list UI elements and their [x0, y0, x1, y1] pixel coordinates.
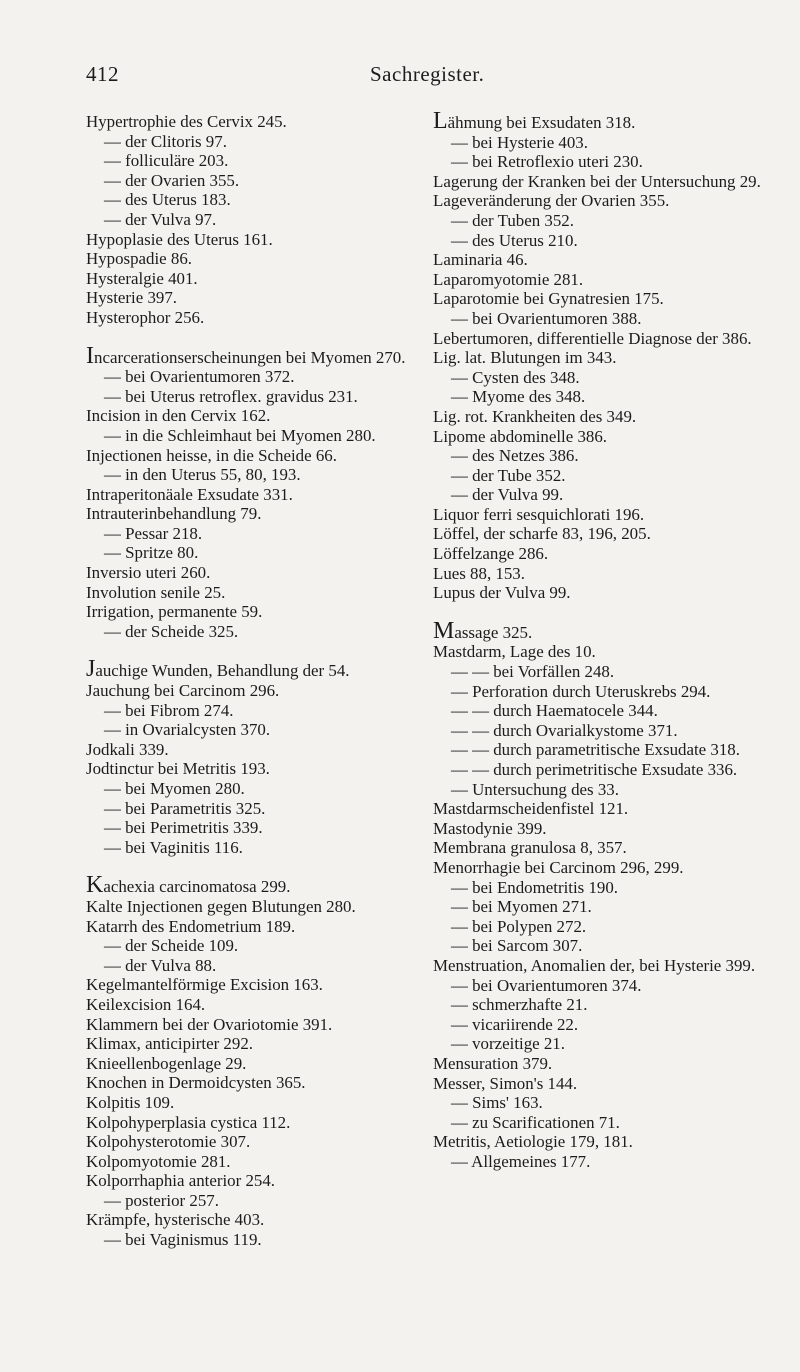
index-subentry: — — durch perimetritische Exsudate 336. — [451, 760, 738, 779]
index-entry: Hypertrophie des Cervix 245. — [86, 112, 287, 131]
index-entry: Incarcerationserscheinungen bei Myomen 270. — [86, 342, 406, 369]
index-entry: Lagerung der Kranken bei der Untersuchung 29. — [433, 171, 761, 191]
index-subentry: — schmerzhafte 21. — [451, 995, 588, 1015]
index-subentry: — der Tube 352. — [451, 465, 566, 485]
index-subentry: — des Netzes 386. — [451, 446, 579, 466]
index-entry: Jauchung bei Carcinom 296. — [86, 681, 280, 701]
index-entry: Hysteralgie 401. — [86, 268, 198, 288]
index-subentry: — bei Sarcom 307. — [451, 936, 583, 956]
index-entry: Löffelzange 286. — [433, 544, 549, 564]
index-subentry: — in Ovarialcysten 370. — [104, 720, 271, 740]
index-entry: Kolpohysterotomie 307. — [86, 1132, 251, 1152]
index-entry: Klimax, anticipirter 292. — [86, 1034, 253, 1054]
index-subentry: — in die Schleimhaut bei Myomen 280. — [104, 425, 376, 445]
index-subentry: — der Clitoris 97. — [104, 131, 227, 151]
index-entry: Intrauterinbehandlung 79. — [86, 504, 262, 524]
index-entry: Mensuration 379. — [433, 1053, 553, 1073]
index-subentry: — des Uterus 210. — [451, 230, 578, 250]
index-subentry: — der Ovarien 355. — [104, 170, 240, 190]
index-subentry: — — durch Ovarialkystome 371. — [451, 720, 678, 740]
index-entry: Laparomyotomie 281. — [433, 269, 584, 289]
index-entry: Intraperitonäale Exsudate 331. — [86, 484, 293, 504]
index-subentry: — bei Vaginismus 119. — [104, 1230, 262, 1250]
index-subentry: — bei Myomen 280. — [104, 779, 245, 798]
index-subentry: — bei Ovarientumoren 372. — [104, 367, 295, 387]
index-entry: Involution senile 25. — [86, 582, 226, 602]
index-entry: Knieellenbogenlage 29. — [86, 1053, 247, 1073]
index-subentry: — Allgemeines 177. — [451, 1151, 591, 1171]
index-subentry: — zu Scarificationen 71. — [451, 1112, 620, 1132]
index-entry: Lues 88, 153. — [433, 563, 525, 583]
index-subentry: — bei Ovarientumoren 374. — [451, 975, 642, 995]
index-subentry: — bei Hysterie 403. — [451, 132, 588, 152]
index-subentry: — Perforation durch Uteruskrebs 294. — [451, 681, 711, 701]
index-entry: Metritis, Aetiologie 179, 181. — [433, 1132, 633, 1152]
index-entry: Hypospadie 86. — [86, 249, 193, 269]
index-subentry: — bei Uterus retroflex. gravidus 231. — [104, 386, 358, 406]
index-subentry: — bei Parametritis 325. — [104, 798, 266, 818]
index-entry: Jauchige Wunden, Behandlung der 54. — [86, 656, 350, 683]
index-entry: Lebertumoren, differentielle Diagnose der 386. — [433, 328, 752, 348]
index-entry: Lähmung bei Exsudaten 318. — [433, 108, 636, 134]
index-subentry: — Sims' 163. — [451, 1093, 543, 1113]
index-entry: Irrigation, permanente 59. — [86, 602, 263, 622]
index-entry: Mastdarmscheidenfistel 121. — [433, 799, 629, 819]
index-subentry: — Myome des 348. — [451, 387, 586, 407]
index-entry: Liquor ferri sesquichlorati 196. — [433, 504, 645, 524]
index-entry: Mastodynie 399. — [433, 818, 547, 838]
index-entry: Laparotomie bei Gynatresien 175. — [433, 289, 664, 309]
index-entry: Injectionen heisse, in die Scheide 66. — [86, 445, 337, 465]
index-subentry: — der Vulva 97. — [104, 209, 217, 229]
index-subentry: — der Vulva 99. — [451, 485, 564, 505]
index-entry: Krämpfe, hysterische 403. — [86, 1210, 265, 1230]
index-subentry: — bei Polypen 272. — [451, 916, 587, 936]
index-entry: Menstruation, Anomalien der, bei Hysterie 399. — [433, 955, 756, 975]
page-title: Sachregister. — [370, 62, 485, 86]
index-subentry: — — bei Vorfällen 248. — [451, 662, 615, 682]
index-entry: Lipome abdominelle 386. — [433, 426, 608, 446]
index-subentry: — — durch parametritische Exsudate 318. — [451, 740, 740, 760]
index-subentry: — bei Myomen 271. — [451, 897, 592, 917]
index-entry: Jodtinctur bei Metritis 193. — [86, 759, 270, 779]
index-subentry: — der Scheide 325. — [104, 621, 239, 641]
index-subentry: — bei Fibrom 274. — [104, 700, 234, 720]
index-subentry: — bei Vaginitis 116. — [104, 837, 243, 857]
index-entry: Membrana granulosa 8, 357. — [433, 838, 627, 858]
index-subentry: — vorzeitige 21. — [451, 1034, 565, 1054]
index-subentry: — Pessar 218. — [104, 523, 203, 543]
index-subentry: — der Scheide 109. — [104, 936, 239, 956]
page-number: 412 — [86, 62, 119, 86]
index-subentry: — der Tuben 352. — [451, 210, 574, 230]
index-entry: Messer, Simon's 144. — [433, 1073, 578, 1093]
index-entry: Incision in den Cervix 162. — [86, 406, 271, 426]
index-subentry: — bei Endometritis 190. — [451, 877, 619, 897]
index-entry: Inversio uteri 260. — [86, 563, 211, 583]
index-subentry: — der Vulva 88. — [104, 955, 217, 975]
index-entry: Massage 325. — [433, 617, 533, 644]
index-subentry: — in den Uterus 55, 80, 193. — [104, 465, 301, 485]
index-entry: Kegelmantelförmige Excision 163. — [86, 975, 323, 995]
index-column-right — [433, 108, 780, 1171]
index-subentry: — Cysten des 348. — [451, 367, 580, 387]
index-entry: Kolporrhaphia anterior 254. — [86, 1171, 276, 1191]
index-entry: Löffel, der scharfe 83, 196, 205. — [433, 524, 651, 544]
index-entry: Lupus der Vulva 99. — [433, 583, 571, 603]
index-entry: Hypoplasie des Uterus 161. — [86, 229, 273, 249]
index-entry: Mastdarm, Lage des 10. — [433, 642, 596, 662]
index-subentry: — — durch Haematocele 344. — [451, 701, 658, 721]
index-entry: Hysterophor 256. — [86, 307, 205, 327]
index-subentry: — bei Retroflexio uteri 230. — [451, 152, 643, 172]
index-subentry: — bei Ovarientumoren 388. — [451, 308, 642, 328]
index-subentry: — Untersuchung des 33. — [451, 779, 619, 799]
page-header — [0, 62, 800, 92]
index-subentry: — Spritze 80. — [104, 543, 199, 563]
index-entry: Lig. rot. Krankheiten des 349. — [433, 406, 637, 426]
index-subentry: — posterior 257. — [104, 1190, 219, 1210]
index-entry: Kolpitis 109. — [86, 1092, 175, 1112]
index-entry: Kachexia carcinomatosa 299. — [86, 872, 291, 899]
index-subentry: — vicariirende 22. — [451, 1014, 579, 1034]
index-entry: Lig. lat. Blutungen im 343. — [433, 348, 617, 368]
index-entry: Hysterie 397. — [86, 288, 178, 308]
index-entry: Kalte Injectionen gegen Blutungen 280. — [86, 896, 356, 916]
index-entry: Klammern bei der Ovariotomie 391. — [86, 1014, 333, 1034]
index-subentry: — des Uterus 183. — [104, 190, 231, 210]
index-entry: Menorrhagie bei Carcinom 296, 299. — [433, 857, 684, 877]
index-entry: Lageveränderung der Ovarien 355. — [433, 191, 670, 211]
index-entry: Keilexcision 164. — [86, 994, 206, 1014]
index-subentry: — folliculäre 203. — [104, 151, 229, 171]
index-column-left — [86, 112, 421, 1250]
index-entry: Jodkali 339. — [86, 739, 169, 759]
index-entry: Knochen in Dermoidcysten 365. — [86, 1073, 306, 1093]
index-entry: Laminaria 46. — [433, 250, 528, 270]
index-subentry: — bei Perimetritis 339. — [104, 818, 263, 838]
index-entry: Katarrh des Endometrium 189. — [86, 916, 296, 936]
index-entry: Kolpohyperplasia cystica 112. — [86, 1112, 291, 1132]
index-entry: Kolpomyotomie 281. — [86, 1151, 231, 1171]
